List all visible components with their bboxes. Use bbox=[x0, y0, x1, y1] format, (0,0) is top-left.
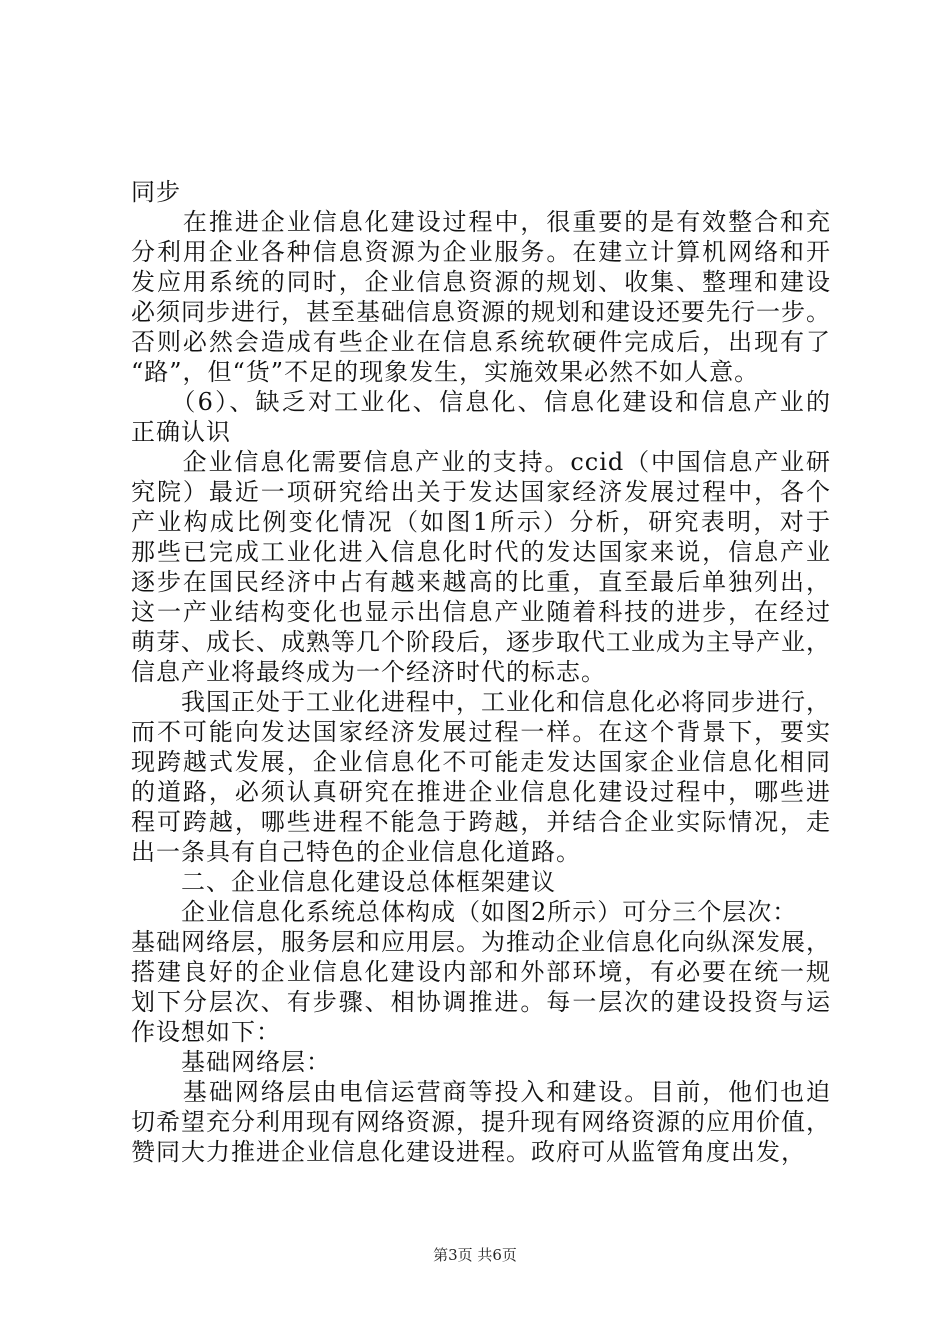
text-line: 否则必然会造成有些企业在信息系统软硬件完成后，出现有了 bbox=[131, 328, 831, 356]
text-line: 那些已完成工业化进入信息化时代的发达国家来说，信息产业 bbox=[131, 538, 831, 566]
text-line: 企业信息化系统总体构成（如图2所示）可分三个层次： bbox=[131, 898, 798, 926]
text-line: 赞同大力推进企业信息化建设进程。政府可从监管角度出发， bbox=[131, 1138, 806, 1166]
text-line: 必须同步进行，甚至基础信息资源的规划和建设还要先行一步。 bbox=[131, 298, 831, 326]
text-line: 基础网络层，服务层和应用层。为推动企业信息化向纵深发展， bbox=[131, 928, 831, 956]
text-line: 正确认识 bbox=[131, 418, 231, 446]
text-line: （6）、缺乏对工业化、信息化、信息化建设和信息产业的 bbox=[131, 388, 831, 416]
text-line: 切希望充分利用现有网络资源，提升现有网络资源的应用价值， bbox=[131, 1108, 831, 1136]
text-line: 的道路，必须认真研究在推进企业信息化建设过程中，哪些进 bbox=[131, 778, 831, 806]
section-heading: 二、企业信息化建设总体框架建议 bbox=[131, 868, 556, 896]
text-line: 搭建良好的企业信息化建设内部和外部环境，有必要在统一规 bbox=[131, 958, 831, 986]
text-line: 同步 bbox=[131, 178, 181, 206]
text-line: 产业构成比例变化情况（如图1所示）分析，研究表明，对于 bbox=[131, 508, 831, 536]
text-line: 企业信息化需要信息产业的支持。ccid（中国信息产业研 bbox=[131, 448, 831, 476]
text-line: 在推进企业信息化建设过程中，很重要的是有效整合和充 bbox=[131, 208, 831, 236]
text-line: 这一产业结构变化也显示出信息产业随着科技的进步，在经过 bbox=[131, 598, 831, 626]
text-line: 现跨越式发展，企业信息化不可能走发达国家企业信息化相同 bbox=[131, 748, 831, 776]
text-line: 信息产业将最终成为一个经济时代的标志。 bbox=[131, 658, 606, 686]
text-line: 我国正处于工业化进程中，工业化和信息化必将同步进行， bbox=[131, 688, 831, 716]
text-line: 作设想如下： bbox=[131, 1018, 281, 1046]
text-line: 发应用系统的同时，企业信息资源的规划、收集、整理和建设 bbox=[131, 268, 831, 296]
text-line: 分利用企业各种信息资源为企业服务。在建立计算机网络和开 bbox=[131, 238, 831, 266]
text-line: 程可跨越，哪些进程不能急于跨越，并结合企业实际情况，走 bbox=[131, 808, 831, 836]
document-body bbox=[131, 177, 831, 1167]
page-number-footer: 第3页 共6页 bbox=[433, 1246, 517, 1264]
subsection-heading: 基础网络层： bbox=[131, 1048, 331, 1076]
text-line: 萌芽、成长、成熟等几个阶段后，逐步取代工业成为主导产业， bbox=[131, 628, 831, 656]
text-line: “路”，但“货”不足的现象发生，实施效果必然不如人意。 bbox=[131, 358, 760, 386]
text-line: 基础网络层由电信运营商等投入和建设。目前，他们也迫 bbox=[131, 1078, 831, 1106]
text-line: 划下分层次、有步骤、相协调推进。每一层次的建设投资与运 bbox=[131, 988, 831, 1016]
text-line: 究院）最近一项研究给出关于发达国家经济发展过程中，各个 bbox=[131, 478, 831, 506]
text-line: 逐步在国民经济中占有越来越高的比重，直至最后单独列出， bbox=[131, 568, 831, 596]
text-line: 出一条具有自己特色的企业信息化道路。 bbox=[131, 838, 581, 866]
text-line: 而不可能向发达国家经济发展过程一样。在这个背景下，要实 bbox=[131, 718, 831, 746]
